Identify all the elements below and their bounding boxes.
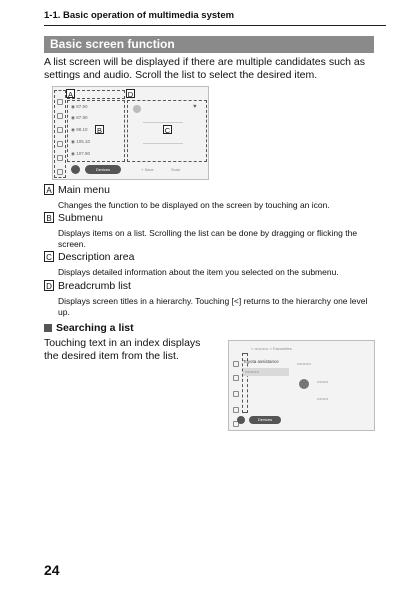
- avatar: [299, 379, 309, 389]
- legend-desc-breadcrumb: Displays screen titles in a hierarchy. Touching [<] returns to the hierarchy one level up.: [58, 296, 368, 317]
- legend-title-main-menu: Main menu: [58, 184, 110, 196]
- nav-icon: [233, 375, 239, 381]
- label-b: B: [96, 126, 102, 135]
- mic-icon: [71, 165, 80, 174]
- nav-icon: [233, 391, 239, 397]
- search-list-figure: [228, 340, 375, 431]
- label-d: D: [127, 90, 134, 99]
- searching-heading: Searching a list: [44, 322, 134, 334]
- detail-line: ••••••••: [317, 379, 329, 384]
- favourite-icon: ♥: [193, 104, 197, 110]
- detail-title: ••••••••••: [297, 361, 312, 366]
- legend-letter-c: C: [44, 251, 54, 262]
- list-item: Toyota assistance: [243, 359, 279, 364]
- bullet-square-icon: [44, 324, 52, 332]
- legend-desc-main-menu: Changes the function to be displayed on the screen by touching an icon.: [58, 200, 330, 210]
- save-button: + Save: [141, 167, 154, 172]
- mic-icon: [237, 416, 245, 424]
- detail-line: ••••••••: [317, 396, 329, 401]
- list-item: ◉ 98.10: [71, 127, 88, 132]
- legend-letter-b: B: [44, 212, 54, 223]
- intro-paragraph: A list screen will be displayed if there are multiple candidates such as settings and audio. Scroll the list to select the desired item.: [44, 56, 365, 81]
- nav-icon: [233, 407, 239, 413]
- legend-desc-submenu: Displays items on a list. Scrolling the list can be done by dragging or flicking the screen.: [58, 228, 358, 249]
- devices-button: Devices: [249, 416, 281, 424]
- station-logo-icon: [133, 105, 141, 113]
- list-item: ◉ 87.50: [71, 104, 88, 109]
- legend-title-description-area: Description area: [58, 251, 135, 263]
- label-a: A: [67, 90, 73, 99]
- searching-text: Touching text in an index displays the desired item from the list.: [44, 337, 201, 362]
- nav-icon: [233, 361, 239, 367]
- header-rule: [44, 25, 386, 26]
- devices-button: Devices: [85, 165, 121, 174]
- legend-letter-a: A: [44, 184, 54, 195]
- label-c: C: [164, 126, 171, 135]
- legend-letter-d: D: [44, 280, 54, 291]
- legend-title-submenu: Submenu: [58, 212, 103, 224]
- breadcrumb: < •••••••••• > Favourites: [251, 346, 292, 351]
- page-number: 24: [44, 562, 60, 578]
- list-item: ◉ 107.90: [71, 151, 90, 156]
- list-item: ◉ 87.90: [71, 115, 88, 120]
- scan-button: Scan: [171, 167, 181, 172]
- legend-desc-description-area: Displays detailed information about the item you selected on the submenu.: [58, 267, 339, 277]
- chapter-title: 1-1. Basic operation of multimedia system: [44, 10, 235, 21]
- main-menu-region: [54, 90, 66, 178]
- list-item: ••••••••••: [245, 369, 260, 374]
- breadcrumb-region: [67, 90, 125, 99]
- list-item: ◉ 105.10: [71, 139, 90, 144]
- section-title: Basic screen function: [44, 36, 374, 53]
- legend-title-breadcrumb: Breadcrumb list: [58, 280, 131, 292]
- list-screen-figure: [52, 86, 209, 180]
